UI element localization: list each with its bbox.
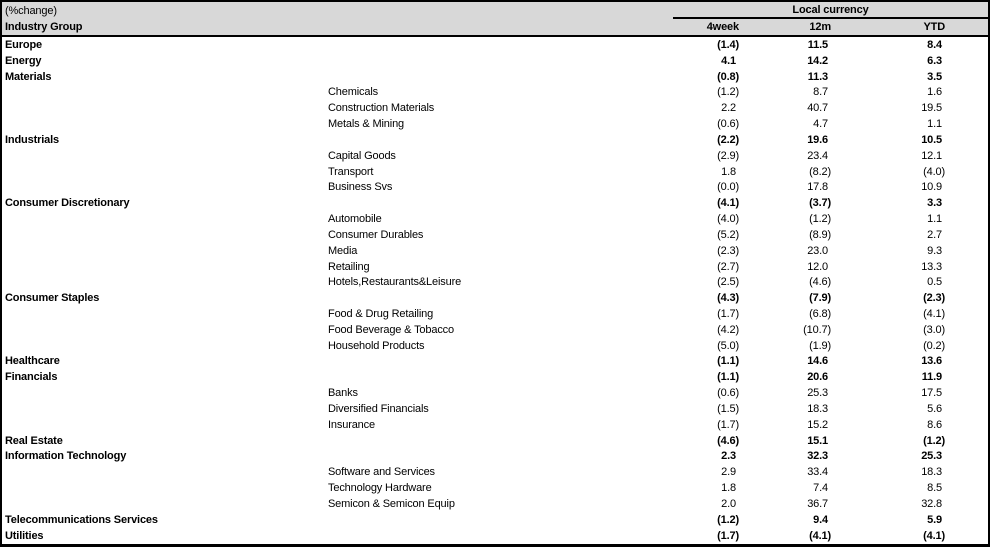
column-header-12m: 12m bbox=[809, 21, 831, 33]
table-row bbox=[2, 306, 988, 322]
table-row bbox=[2, 338, 988, 354]
table-row bbox=[2, 528, 988, 544]
value-12m: (10.7) bbox=[803, 323, 831, 336]
row-label: Household Products bbox=[328, 339, 425, 352]
row-label: Consumer Durables bbox=[328, 228, 424, 241]
row-label: Semicon & Semicon Equip bbox=[328, 497, 455, 510]
value-ytd: 2.7 bbox=[927, 228, 942, 241]
row-label: Healthcare bbox=[5, 355, 60, 368]
value-12m: 36.7 bbox=[807, 497, 828, 510]
header-row-top bbox=[2, 2, 988, 19]
value-12m: 25.3 bbox=[807, 387, 828, 400]
value-12m: 23.4 bbox=[807, 149, 828, 162]
row-label: Energy bbox=[5, 54, 42, 67]
value-12m: 40.7 bbox=[807, 102, 828, 115]
value-4week: (0.6) bbox=[717, 387, 739, 400]
row-label: Retailing bbox=[328, 260, 370, 273]
table-row bbox=[2, 211, 988, 227]
value-4week: (2.3) bbox=[717, 244, 739, 257]
value-4week: 2.3 bbox=[721, 450, 736, 463]
row-label: Software and Services bbox=[328, 466, 435, 479]
value-ytd: 17.5 bbox=[921, 387, 942, 400]
value-ytd: (4.0) bbox=[923, 165, 945, 178]
row-label: Diversified Financials bbox=[328, 402, 429, 415]
value-4week: 1.8 bbox=[721, 482, 736, 495]
value-4week: 1.8 bbox=[721, 165, 736, 178]
value-4week: (4.6) bbox=[717, 434, 739, 447]
value-ytd: 11.9 bbox=[921, 371, 942, 384]
value-ytd: 9.3 bbox=[927, 244, 942, 257]
row-label: Chemicals bbox=[328, 86, 378, 99]
value-ytd: 10.9 bbox=[921, 181, 942, 194]
value-ytd: (1.2) bbox=[923, 434, 945, 447]
table-row bbox=[2, 480, 988, 496]
value-4week: 2.9 bbox=[721, 466, 736, 479]
value-4week: (2.2) bbox=[717, 133, 739, 146]
table-row bbox=[2, 369, 988, 385]
value-ytd: 0.5 bbox=[927, 276, 942, 289]
value-ytd: 3.5 bbox=[927, 70, 942, 83]
value-4week: 2.0 bbox=[721, 497, 736, 510]
value-ytd: (4.1) bbox=[923, 307, 945, 320]
value-ytd: 10.5 bbox=[921, 133, 942, 146]
table-row bbox=[2, 354, 988, 370]
value-12m: 20.6 bbox=[807, 371, 828, 384]
table-row bbox=[2, 100, 988, 116]
value-12m: 11.5 bbox=[807, 38, 828, 51]
table-row bbox=[2, 132, 988, 148]
value-12m: 7.4 bbox=[813, 482, 828, 495]
row-label: Construction Materials bbox=[328, 102, 435, 115]
value-12m: (8.9) bbox=[809, 228, 831, 241]
table-row bbox=[2, 195, 988, 211]
value-12m: (6.8) bbox=[809, 307, 831, 320]
value-4week: (4.0) bbox=[717, 213, 739, 226]
value-12m: 18.3 bbox=[807, 402, 828, 415]
table-row bbox=[2, 148, 988, 164]
value-ytd: (0.2) bbox=[923, 339, 945, 352]
table-row bbox=[2, 464, 988, 480]
table-row bbox=[2, 53, 988, 69]
value-4week: (1.4) bbox=[717, 38, 739, 51]
table-row bbox=[2, 512, 988, 528]
row-label: Banks bbox=[328, 387, 358, 400]
row-label: Automobile bbox=[328, 213, 382, 226]
row-label: Materials bbox=[5, 70, 52, 83]
value-4week: 4.1 bbox=[721, 54, 736, 67]
row-label: Capital Goods bbox=[328, 149, 396, 162]
value-4week: (1.5) bbox=[717, 402, 739, 415]
value-ytd: 13.6 bbox=[921, 355, 942, 368]
row-label: Real Estate bbox=[5, 434, 63, 447]
value-12m: (4.1) bbox=[809, 529, 831, 542]
table-row bbox=[2, 227, 988, 243]
row-label: Business Svs bbox=[328, 181, 393, 194]
table-body bbox=[2, 37, 988, 544]
value-12m: 17.8 bbox=[807, 181, 828, 194]
value-4week: (1.7) bbox=[717, 529, 739, 542]
value-4week: (0.0) bbox=[717, 181, 739, 194]
local-currency-header: Local currency bbox=[673, 2, 988, 19]
row-label: Media bbox=[328, 244, 358, 257]
table-row bbox=[2, 322, 988, 338]
table-row bbox=[2, 274, 988, 290]
value-12m: 8.7 bbox=[813, 86, 828, 99]
value-4week: (1.1) bbox=[717, 355, 739, 368]
value-ytd: 3.3 bbox=[927, 197, 942, 210]
table-row bbox=[2, 69, 988, 85]
value-12m: (1.9) bbox=[809, 339, 831, 352]
table-row bbox=[2, 401, 988, 417]
value-ytd: (4.1) bbox=[923, 529, 945, 542]
value-12m: 19.6 bbox=[807, 133, 828, 146]
value-ytd: 18.3 bbox=[921, 466, 942, 479]
value-12m: (7.9) bbox=[809, 292, 831, 305]
value-4week: (1.1) bbox=[717, 371, 739, 384]
value-12m: 4.7 bbox=[813, 118, 828, 131]
table-row bbox=[2, 116, 988, 132]
value-12m: (3.7) bbox=[809, 197, 831, 210]
row-label: Utilities bbox=[5, 529, 44, 542]
value-4week: (2.9) bbox=[717, 149, 739, 162]
value-12m: 12.0 bbox=[807, 260, 828, 273]
value-12m: 15.1 bbox=[807, 434, 828, 447]
value-4week: (4.1) bbox=[717, 197, 739, 210]
value-ytd: 1.1 bbox=[927, 213, 942, 226]
row-label: Industrials bbox=[5, 133, 59, 146]
value-ytd: 13.3 bbox=[921, 260, 942, 273]
value-ytd: 12.1 bbox=[921, 149, 942, 162]
value-12m: 14.2 bbox=[807, 54, 828, 67]
value-ytd: 8.5 bbox=[927, 482, 942, 495]
table-row bbox=[2, 433, 988, 449]
row-label: Consumer Staples bbox=[5, 292, 100, 305]
table-row bbox=[2, 496, 988, 512]
value-4week: 2.2 bbox=[721, 102, 736, 115]
row-label: Metals & Mining bbox=[328, 118, 405, 131]
value-ytd: 5.9 bbox=[927, 513, 942, 526]
row-label: Consumer Discretionary bbox=[5, 197, 130, 210]
value-ytd: 1.6 bbox=[927, 86, 942, 99]
percent-change-label: (%change) bbox=[5, 4, 57, 17]
value-ytd: 6.3 bbox=[927, 54, 942, 67]
value-12m: 14.6 bbox=[807, 355, 828, 368]
value-ytd: 19.5 bbox=[921, 102, 942, 115]
row-label: Technology Hardware bbox=[328, 482, 432, 495]
column-header-4week: 4week bbox=[706, 21, 739, 33]
table-row bbox=[2, 243, 988, 259]
value-12m: 33.4 bbox=[807, 466, 828, 479]
value-4week: (0.8) bbox=[717, 70, 739, 83]
table-row bbox=[2, 417, 988, 433]
table-row bbox=[2, 259, 988, 275]
value-ytd: 32.8 bbox=[921, 497, 942, 510]
row-label: Telecommunications Services bbox=[5, 513, 158, 526]
value-4week: (1.2) bbox=[717, 86, 739, 99]
table-row bbox=[2, 290, 988, 306]
value-4week: (4.3) bbox=[717, 292, 739, 305]
column-header-ytd: YTD bbox=[923, 21, 945, 33]
value-4week: (2.5) bbox=[717, 276, 739, 289]
value-12m: 15.2 bbox=[807, 418, 828, 431]
value-12m: 11.3 bbox=[807, 70, 828, 83]
value-12m: 23.0 bbox=[807, 244, 828, 257]
row-label: Food & Drug Retailing bbox=[328, 307, 434, 320]
value-12m: (4.6) bbox=[809, 276, 831, 289]
value-4week: (2.7) bbox=[717, 260, 739, 273]
row-label: Food Beverage & Tobacco bbox=[328, 323, 454, 336]
value-ytd: (3.0) bbox=[923, 323, 945, 336]
table-row bbox=[2, 385, 988, 401]
row-label: Hotels,Restaurants&Leisure bbox=[328, 276, 462, 289]
table-row bbox=[2, 84, 988, 100]
row-label: Insurance bbox=[328, 418, 375, 431]
value-4week: (1.2) bbox=[717, 513, 739, 526]
value-4week: (4.2) bbox=[717, 323, 739, 336]
value-4week: (5.2) bbox=[717, 228, 739, 241]
header-row-columns bbox=[2, 19, 988, 37]
value-12m: 9.4 bbox=[813, 513, 828, 526]
value-12m: (1.2) bbox=[809, 213, 831, 226]
value-4week: (5.0) bbox=[717, 339, 739, 352]
value-ytd: (2.3) bbox=[923, 292, 945, 305]
value-4week: (0.6) bbox=[717, 118, 739, 131]
table-row bbox=[2, 37, 988, 53]
value-12m: 32.3 bbox=[807, 450, 828, 463]
row-label: Information Technology bbox=[5, 450, 127, 463]
industry-group-header: Industry Group bbox=[5, 21, 83, 33]
value-4week: (1.7) bbox=[717, 307, 739, 320]
row-label: Financials bbox=[5, 371, 58, 384]
value-ytd: 25.3 bbox=[921, 450, 942, 463]
table-row bbox=[2, 164, 988, 180]
value-12m: (8.2) bbox=[809, 165, 831, 178]
table-row bbox=[2, 449, 988, 465]
value-ytd: 8.4 bbox=[927, 38, 942, 51]
row-label: Transport bbox=[328, 165, 374, 178]
value-4week: (1.7) bbox=[717, 418, 739, 431]
value-ytd: 8.6 bbox=[927, 418, 942, 431]
table-header bbox=[2, 2, 988, 37]
row-label: Europe bbox=[5, 38, 42, 51]
value-ytd: 5.6 bbox=[927, 402, 942, 415]
table-row bbox=[2, 179, 988, 195]
value-ytd: 1.1 bbox=[927, 118, 942, 131]
